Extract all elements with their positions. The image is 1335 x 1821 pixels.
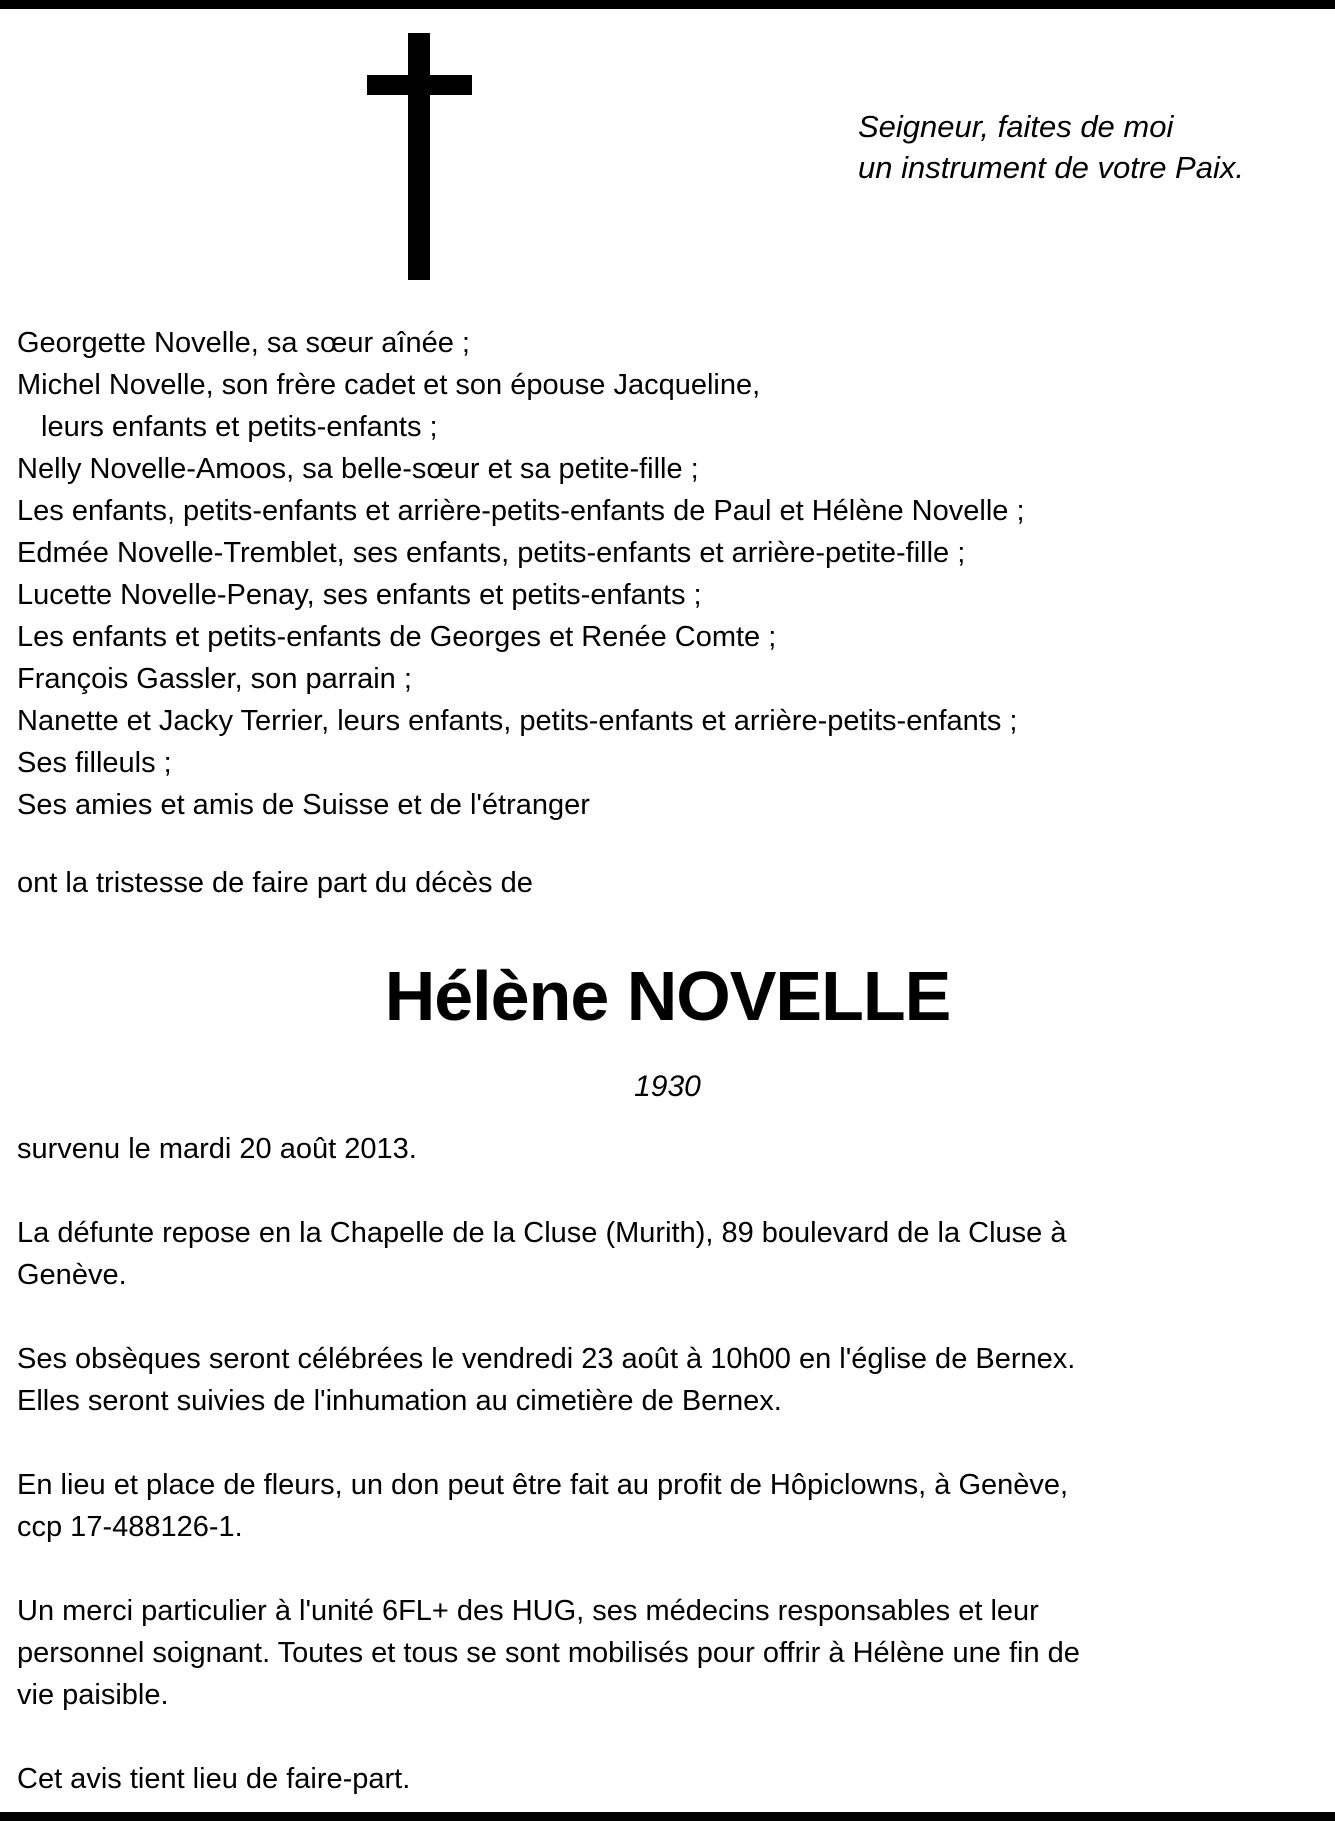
top-border-rule xyxy=(0,0,1335,9)
family-line: Les enfants, petits-enfants et arrière-petits-enfants de Paul et Hélène Novelle ; xyxy=(17,495,1025,527)
paragraph-line: Un merci particulier à l'unité 6FL+ des HUG, ses médecins responsables et leur xyxy=(17,1595,1039,1627)
thanks-paragraph xyxy=(17,1590,1080,1716)
family-line: François Gassler, son parrain ; xyxy=(17,663,412,695)
announcement-line: ont la tristesse de faire part du décès de xyxy=(17,867,533,899)
family-list xyxy=(17,322,1025,826)
resting-place-paragraph xyxy=(17,1212,1066,1296)
quote-line: Seigneur, faites de moi xyxy=(858,109,1174,144)
family-line: Nelly Novelle-Amoos, sa belle-sœur et sa petite-fille ; xyxy=(17,453,699,485)
donation-paragraph xyxy=(17,1464,1068,1548)
birth-year: 1930 xyxy=(634,1070,701,1103)
prayer-quote xyxy=(858,106,1244,188)
paragraph-line: En lieu et place de fleurs, un don peut être fait au profit de Hôpiclowns, à Genève, xyxy=(17,1469,1069,1501)
paragraph-line: ccp 17-488126-1. xyxy=(17,1511,243,1543)
paragraph-line: Genève. xyxy=(17,1259,127,1291)
bottom-border-rule xyxy=(0,1812,1335,1821)
paragraph-line: Ses obsèques seront célébrées le vendredi 23 août à 10h00 en l'église de Bernex. xyxy=(17,1343,1076,1375)
family-line: Ses amies et amis de Suisse et de l'étranger xyxy=(17,789,590,821)
quote-line: un instrument de votre Paix. xyxy=(858,150,1244,185)
paragraph-line: survenu le mardi 20 août 2013. xyxy=(17,1133,417,1165)
cross-vertical-bar xyxy=(408,33,430,280)
family-line: Ses filleuls ; xyxy=(17,747,172,779)
paragraph-line: personnel soignant. Toutes et tous se sont mobilisés pour offrir à Hélène une fin de xyxy=(17,1637,1080,1669)
family-line: leurs enfants et petits-enfants ; xyxy=(41,411,438,443)
family-line: Lucette Novelle-Penay, ses enfants et petits-enfants ; xyxy=(17,579,702,611)
announcement-text xyxy=(17,862,533,904)
funeral-paragraph xyxy=(17,1338,1075,1422)
paragraph-line: Elles seront suivies de l'inhumation au cimetière de Bernex. xyxy=(17,1385,782,1417)
paragraph-line: La défunte repose en la Chapelle de la Cluse (Murith), 89 boulevard de la Cluse à xyxy=(17,1217,1067,1249)
paragraph-line: Cet avis tient lieu de faire-part. xyxy=(17,1763,411,1795)
family-line: Nanette et Jacky Terrier, leurs enfants, petits-enfants et arrière-petits-enfants ; xyxy=(17,705,1018,737)
cross-horizontal-bar xyxy=(367,75,472,95)
family-line: Les enfants et petits-enfants de Georges et Renée Comte ; xyxy=(17,621,777,653)
paragraph-line: vie paisible. xyxy=(17,1679,169,1711)
family-line: Georgette Novelle, sa sœur aînée ; xyxy=(17,327,470,359)
family-line: Edmée Novelle-Tremblet, ses enfants, petits-enfants et arrière-petite-fille ; xyxy=(17,537,966,569)
death-date-paragraph xyxy=(17,1128,417,1170)
deceased-name: Hélène NOVELLE xyxy=(384,957,951,1035)
family-line: Michel Novelle, son frère cadet et son épouse Jacqueline, xyxy=(17,369,761,401)
closing-paragraph xyxy=(17,1758,410,1800)
